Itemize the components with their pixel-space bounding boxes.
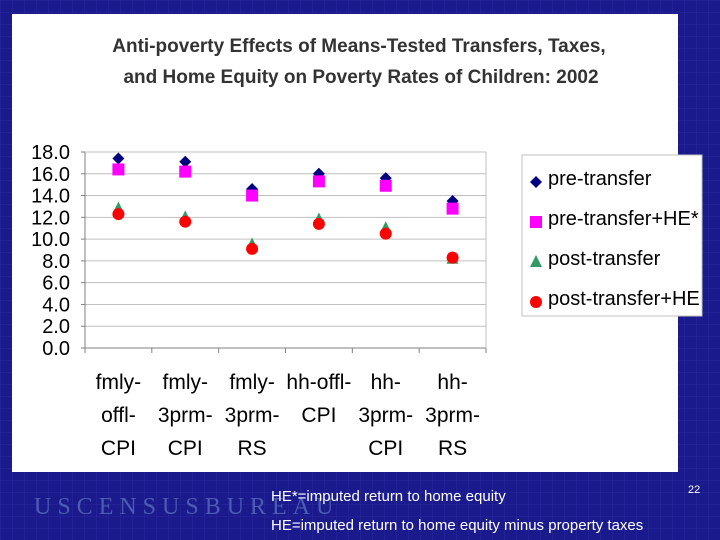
y-tick-label: 8.0 — [42, 250, 70, 273]
chart-title-line-1: Anti-poverty Effects of Means-Tested Transfers, Taxes, — [112, 36, 606, 57]
x-category-label: CPI — [368, 437, 404, 460]
data-point-circle — [246, 243, 258, 255]
footnote-he: HE=imputed return to home equity minus property taxes — [271, 517, 644, 534]
x-category-label: offl- — [101, 404, 136, 427]
data-point-square — [447, 203, 459, 215]
data-point-circle — [447, 252, 459, 264]
x-category-label: hh- — [370, 371, 401, 394]
legend-label: post-transfer+HE — [548, 288, 700, 310]
data-point-square — [112, 163, 124, 175]
plot-area — [31, 142, 486, 460]
data-point-square — [246, 190, 258, 202]
data-point-square — [380, 180, 392, 192]
chart-title-line-2: and Home Equity on Poverty Rates of Children: 2002 — [123, 67, 599, 88]
x-category-label: hh- — [437, 371, 468, 394]
data-point-circle — [112, 208, 124, 220]
slide-number: 22 — [688, 484, 701, 496]
legend-label: post-transfer — [548, 248, 661, 270]
x-category-label: fmly- — [162, 371, 208, 394]
y-tick-label: 6.0 — [42, 272, 70, 295]
y-tick-label: 12.0 — [31, 207, 70, 230]
data-point-circle — [179, 216, 191, 228]
x-category-label: 3prm- — [224, 404, 280, 427]
x-category-label: 3prm- — [358, 404, 414, 427]
legend-marker-circle — [530, 296, 542, 308]
data-point-diamond — [112, 153, 124, 165]
x-category-label: CPI — [100, 437, 136, 460]
y-tick-label: 14.0 — [31, 185, 70, 208]
y-tick-label: 0.0 — [42, 338, 70, 360]
y-tick-label: 2.0 — [42, 316, 70, 339]
census-bureau-logo: USCENSUSBUREAU — [34, 494, 340, 520]
x-category-label: 3prm- — [425, 404, 481, 427]
data-point-circle — [380, 228, 392, 240]
x-category-label: hh-offl- — [286, 371, 352, 394]
footnote-he-star: HE*=imputed return to home equity — [271, 488, 506, 505]
x-category-label: fmly- — [229, 371, 275, 394]
legend-label: pre-transfer — [548, 168, 652, 190]
legend-label: pre-transfer+HE* — [548, 208, 699, 230]
chart-panel — [12, 14, 700, 472]
x-category-label: CPI — [167, 437, 203, 460]
y-tick-label: 18.0 — [31, 142, 70, 164]
legend — [522, 155, 702, 316]
x-category-label: 3prm- — [157, 404, 213, 427]
y-tick-label: 16.0 — [31, 163, 70, 186]
data-point-square — [313, 175, 325, 187]
x-category-label: RS — [437, 437, 468, 460]
x-category-label: RS — [237, 437, 267, 460]
x-category-label: fmly- — [95, 371, 142, 394]
data-point-square — [179, 166, 191, 178]
y-tick-label: 4.0 — [42, 294, 70, 317]
data-point-circle — [313, 218, 325, 230]
legend-marker-square — [530, 216, 542, 228]
y-tick-label: 10.0 — [31, 229, 70, 252]
chart — [12, 14, 700, 472]
x-category-label: CPI — [301, 404, 337, 427]
